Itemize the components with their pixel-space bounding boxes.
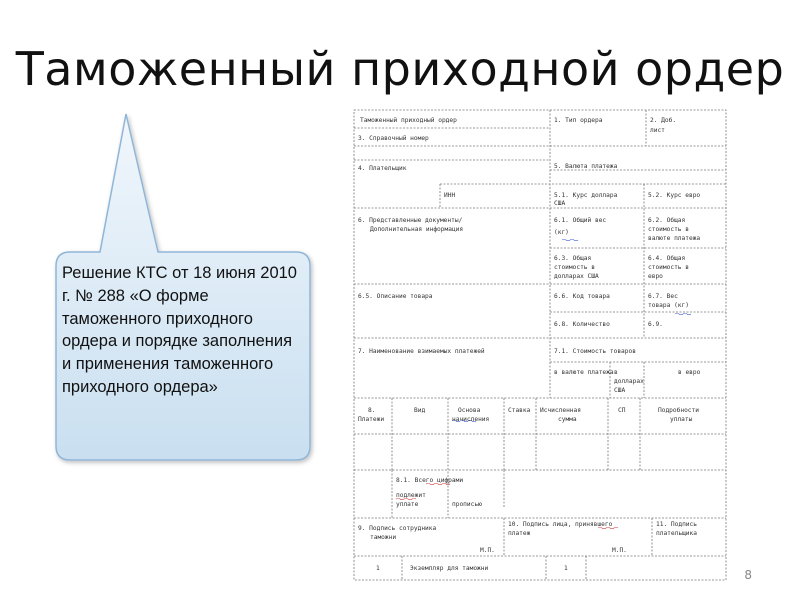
col-podrobnosti-sub: уплаты xyxy=(670,416,693,423)
field-7-eur: в евро xyxy=(678,369,701,376)
field-8-1-sub2: уплате xyxy=(396,501,419,508)
field-6-2: 6.2. Общая xyxy=(648,217,686,224)
col-osnova-sub: начисления xyxy=(452,416,490,423)
field-6-sub: Дополнительная информация xyxy=(370,226,464,233)
mp-stamp-1: М.П. xyxy=(480,547,495,554)
field-8-1-sub: подлежит xyxy=(396,492,426,499)
field-7-1: 7.1. Стоимость товаров xyxy=(554,348,636,355)
field-6: 6. Представленные документы/ xyxy=(358,217,463,224)
col-stavka: Ставка xyxy=(508,407,531,414)
field-6-1-sub: (кг) xyxy=(554,229,569,236)
field-6-7-sub: товара (кг) xyxy=(648,302,689,309)
field-6-3-sub2: долларах США xyxy=(554,273,599,280)
field-6-1: 6.1. Общий вес xyxy=(554,217,607,224)
field-6-3: 6.3. Общая xyxy=(554,255,592,262)
field-1: 1. Тип ордера xyxy=(554,117,603,124)
col-osnova: Основа xyxy=(458,407,481,414)
slide-title: Таможенный приходной ордер xyxy=(15,42,785,96)
field-2: 2. Доб. xyxy=(650,117,677,124)
field-6-7: 6.7. Вес xyxy=(648,293,678,300)
field-11-sub: плательщика xyxy=(656,530,697,537)
field-2-sub: лист xyxy=(650,127,665,134)
form-header-title: Таможенный приходный ордер xyxy=(360,117,457,124)
field-6-4-sub: стоимость в xyxy=(648,264,689,271)
col-vid: Вид xyxy=(414,407,426,414)
copy-number-right: 1 xyxy=(564,565,568,572)
field-6-4-sub2: евро xyxy=(648,273,663,280)
field-6-8: 6.8. Количество xyxy=(554,321,610,328)
field-6-3-sub: стоимость в xyxy=(554,264,595,271)
field-6-2-sub: стоимость в xyxy=(648,226,689,233)
field-6-9: 6.9. xyxy=(648,321,663,328)
field-6-4: 6.4. Общая xyxy=(648,255,686,262)
field-7-usd-sub: долларах xyxy=(614,378,644,385)
field-7-usd: в xyxy=(614,369,618,376)
field-7-usd-sub2: США xyxy=(614,387,626,394)
field-5-1: 5.1. Курс доллара xyxy=(554,192,618,199)
field-11: 11. Подпись xyxy=(656,521,697,528)
field-5-1-sub: США xyxy=(554,200,566,207)
col-podrobnosti: Подробности xyxy=(658,407,699,414)
col-8-sub: Платежи xyxy=(358,416,385,423)
callout-text: Решение КТС от 18 июня 2010 г. № 288 «О форме таможенного приходного ордера и порядке заполнения и применения таможенного приходного ордера» xyxy=(62,264,297,396)
field-8-1: 8.1. Всего цифрами xyxy=(396,477,464,484)
col-8: 8. xyxy=(368,407,376,414)
inn-label: ИНН xyxy=(444,192,456,199)
field-5-2: 5.2. Курс евро xyxy=(648,192,701,199)
field-9: 9. Подпись сотрудника xyxy=(358,525,437,532)
mp-stamp-2: М.П. xyxy=(612,547,627,554)
col-ischislennaya: Исчисленная xyxy=(540,407,581,414)
customs-order-form xyxy=(340,108,728,584)
col-sp: СП xyxy=(618,407,626,414)
field-10-sub: платеж xyxy=(508,530,531,537)
field-6-5: 6.5. Описание товара xyxy=(358,293,433,300)
slide-number: 8 xyxy=(744,568,752,582)
field-9-sub: таможни xyxy=(370,534,397,541)
field-5: 5. Валюта платежа xyxy=(554,163,618,170)
col-ischislennaya-sub: сумма xyxy=(558,416,577,423)
field-7: 7. Наименование взимаемых платежей xyxy=(358,348,485,355)
copy-number-left: 1 xyxy=(376,565,380,572)
field-3: 3. Справочный номер xyxy=(358,135,429,142)
field-10: 10. Подпись лица, принявшего xyxy=(508,521,613,528)
field-6-2-sub2: валюте платежа xyxy=(648,235,701,242)
copy-label: Экземпляр для таможни xyxy=(410,565,489,572)
field-8-1-sub3: прописью xyxy=(452,501,482,508)
field-6-6: 6.6. Код товара xyxy=(554,293,610,300)
field-4: 4. Плательщик xyxy=(358,165,407,172)
field-7-currency: в валюте платежа xyxy=(554,369,614,376)
